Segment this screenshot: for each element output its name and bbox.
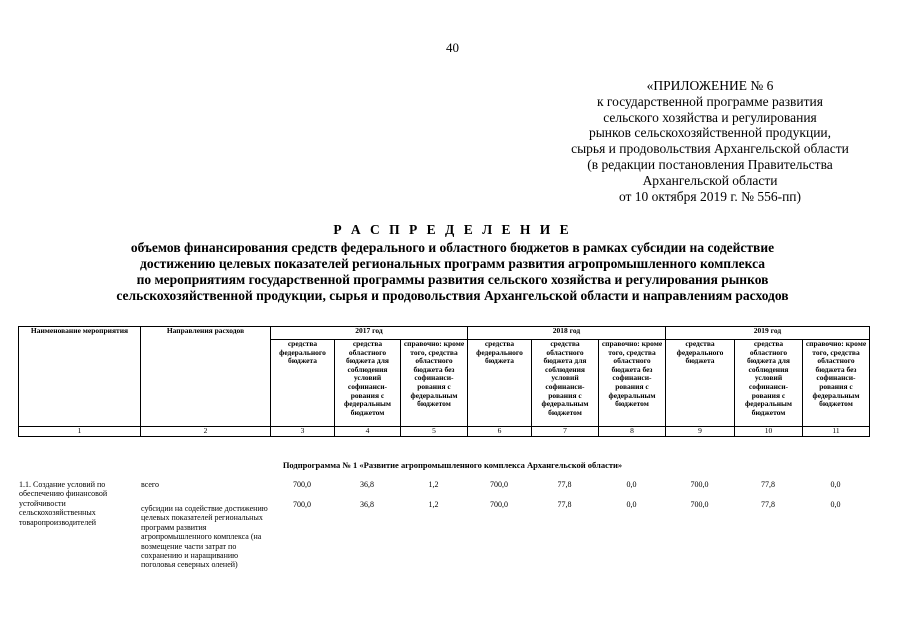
appendix-line: к государственной программе развития: [597, 93, 823, 109]
subprogram-heading: Подпрограмма № 1 «Развитие агропромышленного комплекса Архангельской области»: [282, 460, 623, 470]
value-cell: 36,8: [360, 500, 374, 509]
subtitle-line: по мероприятиям государственной программы развития сельского хозяйства и регулирования рынков: [136, 272, 769, 287]
funding-table-body: [18, 480, 869, 570]
header-year-2018: 2018 год: [468, 327, 666, 340]
header-reference: справочно: кроме того, средства областного бюджета без софинанси-рования с федеральным бюджетом: [401, 340, 468, 427]
value-cell: 700,0: [690, 500, 709, 509]
header-federal: средства федерального бюджета: [468, 340, 532, 427]
value-cell: 0,0: [626, 500, 637, 509]
page-number: 40: [446, 40, 459, 55]
value-cell: 77,8: [557, 480, 572, 489]
value-cell: 77,8: [557, 500, 572, 509]
header-regional: средства областного бюджета для соблюдения условий софинанси-рования с федеральным бюджетом: [532, 340, 599, 427]
column-number: 5: [401, 427, 468, 437]
document-title: Р А С П Р Е Д Е Л Е Н И Е: [333, 222, 572, 237]
column-number: 9: [666, 427, 735, 437]
header-reference: справочно: кроме того, средства областного бюджета без софинанси-рования с федеральным бюджетом: [599, 340, 666, 427]
event-name: 1.1. Создание условий по обеспечению финансовой устойчивости сельскохозяйственных товаропроизводителей: [19, 480, 108, 527]
value-cell: 36,8: [360, 480, 374, 489]
value-cell: 700,0: [490, 500, 508, 509]
appendix-line: от 10 октября 2019 г. № 556-пп): [618, 188, 802, 204]
subtitle-line: объемов финансирования средств федерального и областного бюджетов в рамках субсидии на содействие: [130, 240, 775, 255]
value-cell: 700,0: [293, 500, 311, 509]
header-year-2017: 2017 год: [271, 327, 468, 340]
appendix-line: «ПРИЛОЖЕНИЕ № 6: [646, 78, 774, 93]
table-row: [18, 500, 869, 570]
column-number: 11: [803, 427, 870, 437]
column-number: 1: [19, 427, 141, 437]
direction-cell: субсидии на содействие достижению целевых показателей региональных программ развития агропромышленного комплекса (на возмещение части затрат по сохранению и наращиванию поголовья северных оленей): [141, 504, 268, 570]
header-reference: справочно: кроме того, средства областного бюджета без софинанси-рования с федеральным бюджетом: [803, 340, 870, 427]
header-regional: средства областного бюджета для соблюдения условий софинанси-рования с федеральным бюджетом: [335, 340, 401, 427]
value-cell: 77,8: [761, 500, 775, 509]
table-row: [18, 480, 869, 500]
funding-table-header: [18, 326, 870, 437]
column-number: 4: [335, 427, 401, 437]
column-number: 8: [599, 427, 666, 437]
appendix-line: сельского хозяйства и регулирования: [603, 109, 817, 125]
direction-cell: всего: [141, 480, 160, 489]
column-number: 3: [271, 427, 335, 437]
appendix-block: [560, 78, 860, 204]
value-cell: 1,2: [428, 500, 439, 509]
header-direction: Направления расходов: [141, 327, 271, 427]
value-cell: 0,0: [830, 500, 841, 509]
value-cell: 700,0: [490, 480, 508, 489]
column-number: 7: [532, 427, 599, 437]
column-number: 10: [735, 427, 803, 437]
column-number: 2: [141, 427, 271, 437]
header-regional: средства областного бюджета для соблюдения условий софинанси-рования с федеральным бюджетом: [735, 340, 803, 427]
header-federal: средства федерального бюджета: [271, 340, 335, 427]
header-federal: средства федерального бюджета: [666, 340, 735, 427]
appendix-line: сырья и продовольствия Архангельской области: [571, 141, 849, 157]
header-event: Наименование мероприятия: [19, 327, 141, 427]
appendix-line: рынков сельскохозяйственной продукции,: [588, 125, 832, 141]
appendix-line: (в редакции постановления Правительства: [587, 156, 833, 172]
value-cell: 1,2: [428, 480, 439, 489]
document-subtitle: [0, 240, 905, 304]
value-cell: 700,0: [293, 480, 311, 489]
subtitle-line: сельскохозяйственной продукции, сырья и продовольствия Архангельской области и направлениям расходов: [116, 288, 789, 303]
value-cell: 700,0: [690, 480, 709, 489]
header-year-2019: 2019 год: [666, 327, 870, 340]
appendix-line: Архангельской области: [642, 172, 778, 188]
column-number: 6: [468, 427, 532, 437]
subtitle-line: достижению целевых показателей региональных программ развития агропромышленного комплекса: [140, 256, 765, 271]
value-cell: 77,8: [761, 480, 775, 489]
value-cell: 0,0: [626, 480, 637, 489]
value-cell: 0,0: [830, 480, 841, 489]
